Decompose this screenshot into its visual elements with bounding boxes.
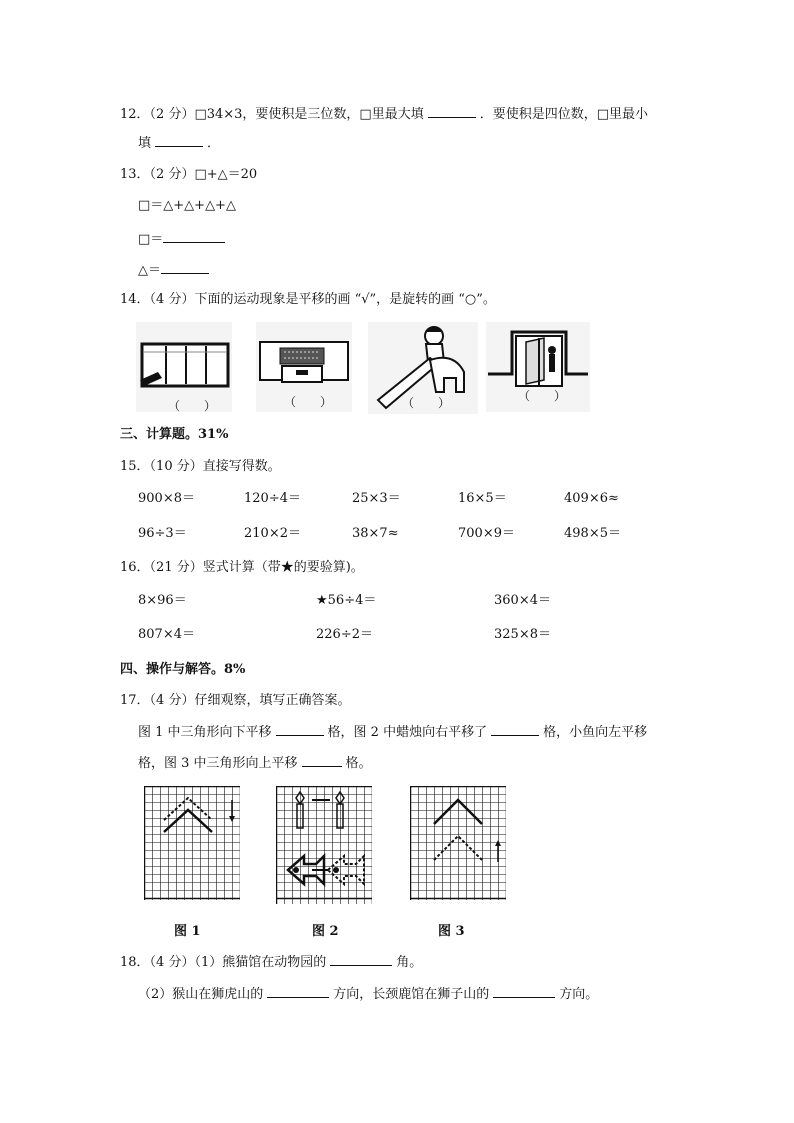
question-15-title: 15．（10 分）直接写得数。 xyxy=(120,459,281,474)
q16-item: 807×4＝ xyxy=(138,627,195,642)
q18-text: 方向，长颈鹿馆在狮子山的 xyxy=(333,987,490,1002)
question-18-line1 xyxy=(120,953,422,972)
figure-2-caption: 图 2 xyxy=(312,924,339,939)
q15-item: 38×7≈ xyxy=(352,526,399,541)
q15-item: 409×6≈ xyxy=(564,491,619,506)
answer-blank[interactable] xyxy=(330,953,392,966)
q17-text: 格，图 2 中蜡烛向右平移了 xyxy=(327,725,488,740)
q15-item: 96÷3＝ xyxy=(138,526,187,541)
q18-text: （2）猴山在狮虎山的 xyxy=(138,987,264,1002)
figure-1-caption: 图 1 xyxy=(174,924,201,939)
q14-answer-paren-4[interactable]: （ ） xyxy=(518,389,567,403)
q16-item: 325×8＝ xyxy=(494,627,551,642)
answer-blank[interactable] xyxy=(267,985,329,998)
q13-tri-label: △＝ xyxy=(138,263,161,278)
figure-2-grid xyxy=(276,786,372,904)
q18-text: 角。 xyxy=(396,955,423,970)
q14-answer-paren-2[interactable]: （ ） xyxy=(284,395,333,409)
question-13-title: 13．（2 分）□+△＝20 xyxy=(120,167,258,182)
q14-answer-paren-1[interactable]: （ ） xyxy=(168,399,217,413)
q12-text-d: ． xyxy=(207,136,221,151)
answer-blank[interactable] xyxy=(155,134,203,147)
question-12-line2 xyxy=(138,134,220,153)
question-18-line2 xyxy=(138,985,598,1004)
answer-blank[interactable] xyxy=(428,105,476,118)
q13-tri-line xyxy=(138,261,213,280)
q18-text: 18．（4 分）（1）熊猫馆在动物园的 xyxy=(120,955,327,970)
q15-item: 498×5＝ xyxy=(564,526,621,541)
q15-item: 25×3＝ xyxy=(352,491,401,506)
question-17-title: 17．（4 分）仔细观察，填写正确答案。 xyxy=(120,693,351,708)
q14-answer-paren-3[interactable]: （ ） xyxy=(402,396,451,410)
q15-item: 210×2＝ xyxy=(244,526,301,541)
answer-blank[interactable] xyxy=(163,230,225,243)
q17-text: 格，图 3 中三角形向上平移 xyxy=(138,756,298,771)
q16-item: 8×96＝ xyxy=(138,593,187,608)
q15-item: 700×9＝ xyxy=(458,526,515,541)
answer-blank[interactable] xyxy=(493,985,555,998)
q16-item: 360×4＝ xyxy=(494,593,551,608)
answer-blank[interactable] xyxy=(302,754,342,767)
figure-3-grid xyxy=(410,786,506,900)
q16-item: 226÷2＝ xyxy=(316,627,373,642)
q13-box-line xyxy=(138,230,229,249)
q17-text: 格。 xyxy=(345,756,372,771)
figure-1-grid xyxy=(144,786,240,900)
q13-box-label: □＝ xyxy=(138,232,164,247)
q12-text-a: 12．（2 分）□34×3，要使积是三位数，□里最大填 xyxy=(120,107,424,122)
q17-line2 xyxy=(138,754,372,773)
question-12-line1 xyxy=(120,105,648,124)
q15-item: 900×8＝ xyxy=(138,491,195,506)
answer-blank[interactable] xyxy=(491,723,539,736)
answer-blank[interactable] xyxy=(276,723,324,736)
q13-equation: □＝△+△+△+△ xyxy=(138,198,236,213)
q17-line1 xyxy=(138,723,647,742)
section-3-heading: 三、计算题。31% xyxy=(120,427,229,442)
q12-text-c: 填 xyxy=(138,136,152,151)
answer-blank[interactable] xyxy=(161,261,209,274)
figure-3-caption: 图 3 xyxy=(438,924,465,939)
question-16-title: 16．（21 分）竖式计算（带★的要验算)。 xyxy=(120,560,364,575)
q15-item: 120÷4＝ xyxy=(244,491,301,506)
q17-text: 格，小鱼向左平移 xyxy=(543,725,648,740)
q16-item: ★56÷4＝ xyxy=(316,593,377,608)
question-14-title: 14．（4 分）下面的运动现象是平移的画 “√”，是旋转的画 “○”。 xyxy=(120,292,496,307)
q18-text: 方向。 xyxy=(559,987,599,1002)
section-4-heading: 四、操作与解答。8% xyxy=(120,662,246,677)
q15-item: 16×5＝ xyxy=(458,491,507,506)
q17-text: 图 1 中三角形向下平移 xyxy=(138,725,272,740)
q12-text-b: ．要使积是四位数，□里最小 xyxy=(479,107,649,122)
